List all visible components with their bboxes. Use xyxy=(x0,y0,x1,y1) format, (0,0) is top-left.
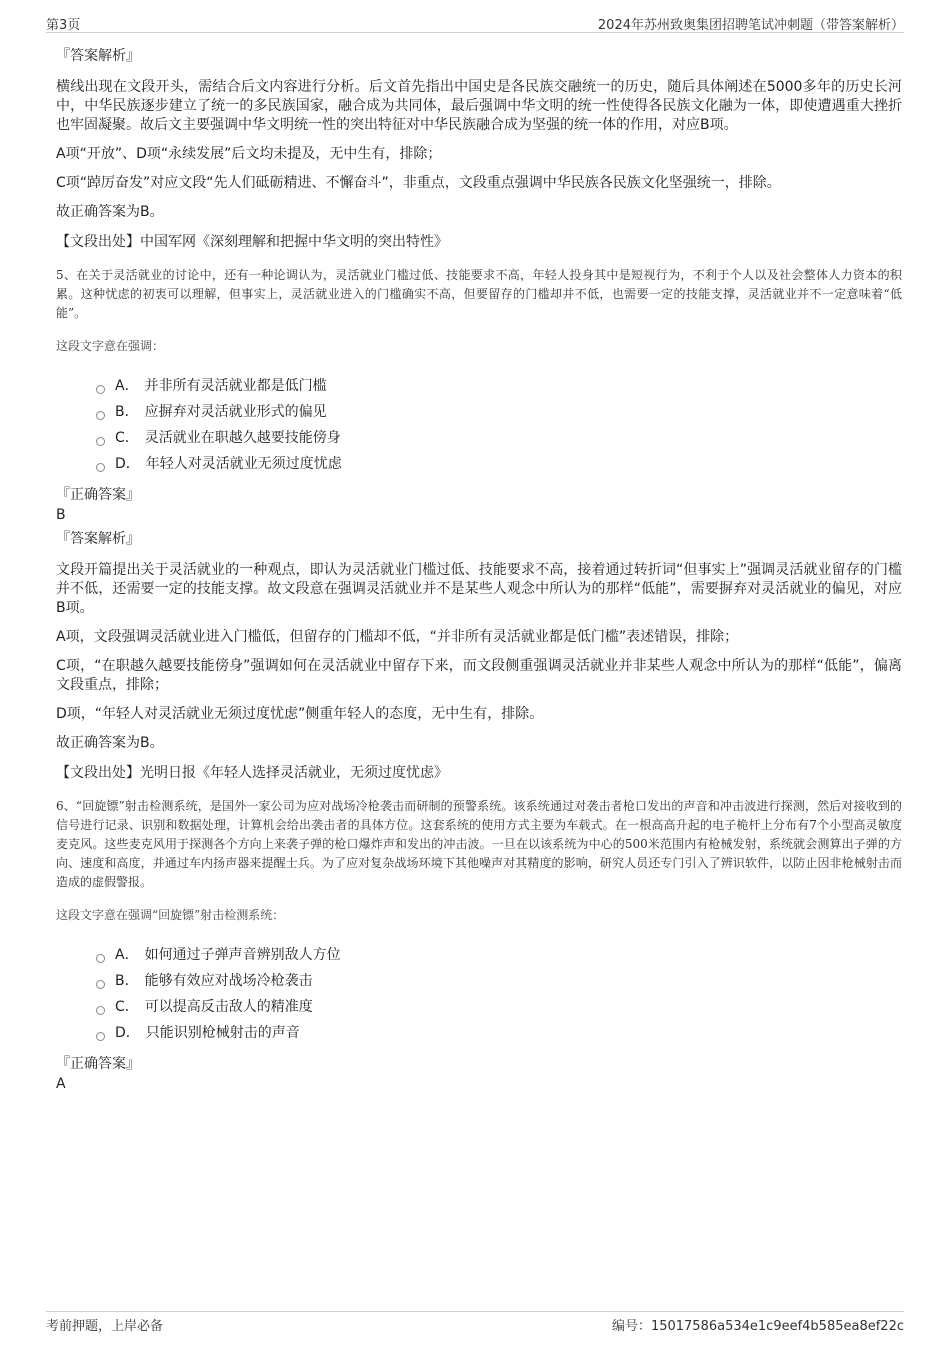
option-d[interactable]: D． 只能识别枪械射击的声音 xyxy=(96,1020,902,1046)
analysis-source: 【文段出处】中国军网《深刻理解和把握中华文明的突出特性》 xyxy=(56,234,448,250)
document-id: 编号：15017586a534e1c9eef4b585ea8ef22c xyxy=(611,1319,904,1334)
page-header xyxy=(46,12,904,33)
page-content xyxy=(56,46,902,1098)
analysis-label: 『答案解析』 xyxy=(56,531,140,547)
correct-answer: A xyxy=(56,1076,66,1092)
analysis-point-a: A项“开放”、D项“永续发展”后文均未提及，无中生有，排除； xyxy=(56,146,442,162)
radio-button-icon[interactable] xyxy=(96,385,105,394)
question-6-stem: 6、“回旋镖”射击检测系统，是国外一家公司为应对战场冷枪袭击而研制的预警系统。该系统通过对袭击者枪口发出的声音和冲击波进行探测，然后对接收到的信号进行记录、识别和数据处理，计算机会给出袭击者的具体方位。这套系统的使用方式主要为车载式。在一根高高升起的电子桅杆上分布有7个小型高灵敏度麦克风。这些麦克风用于探测各个方向上来袭子弹的枪口爆炸声和发出的冲击波。一旦在以该系统为中心的500米范围内有枪械发射，系统就会测算出子弹的方向、速度和高度，并通过车内扬声器来提醒士兵。为了应对复杂战场环境下其他噪声对其精度的影响，研究人员还专门引入了辨识软件，以防止因非枪械射击而造成的虚假警报。 xyxy=(56,799,902,889)
analysis-point-d: D项，“年轻人对灵活就业无须过度忧虑”侧重年轻人的态度，无中生有，排除。 xyxy=(56,706,544,722)
radio-button-icon[interactable] xyxy=(96,1032,105,1041)
analysis-label: 『答案解析』 xyxy=(56,48,140,64)
option-c[interactable]: C． 灵活就业在职越久越要技能傍身 xyxy=(96,425,902,451)
correct-answer-label: 『正确答案』 xyxy=(56,487,140,503)
option-d[interactable]: D． 年轻人对灵活就业无须过度忧虑 xyxy=(96,451,902,477)
option-c[interactable]: C． 可以提高反击敌人的精准度 xyxy=(96,994,902,1020)
question-5-stem: 5、在关于灵活就业的讨论中，还有一种论调认为，灵活就业门槛过低、技能要求不高，年轻人投身其中是短视行为，不利于个人以及社会整体人力资本的积累。这种忧虑的初衷可以理解，但事实上，灵活就业进入的门槛确实不高，但要留存的门槛却并不低，也需要一定的技能支撑，灵活就业并不一定意味着“低能”。 xyxy=(56,268,902,320)
page-number: 第3页 xyxy=(46,18,81,33)
radio-button-icon[interactable] xyxy=(96,1006,105,1015)
question-6-prompt: 这段文字意在强调“回旋镖”射击检测系统： xyxy=(56,908,285,922)
analysis-conclusion: 故正确答案为B。 xyxy=(56,735,164,751)
page-footer xyxy=(46,1311,904,1334)
analysis-point-a: A项，文段强调灵活就业进入门槛低，但留存的门槛却不低，“并非所有灵活就业都是低门槛”表述错误，排除； xyxy=(56,629,739,645)
footer-slogan: 考前押题，上岸必备 xyxy=(46,1319,164,1334)
analysis-point-c: C项，“在职越久越要技能傍身”强调如何在灵活就业中留存下来，而文段侧重强调灵活就业并非某些人观念中所认为的那样“低能”，偏离文段重点，排除； xyxy=(56,658,902,693)
question-5-options xyxy=(96,373,902,477)
analysis-source: 【文段出处】光明日报《年轻人选择灵活就业，无须过度忧虑》 xyxy=(56,765,448,781)
radio-button-icon[interactable] xyxy=(96,980,105,989)
correct-answer-label: 『正确答案』 xyxy=(56,1056,140,1072)
option-a[interactable]: A． 并非所有灵活就业都是低门槛 xyxy=(96,373,902,399)
document-title: 2024年苏州致奥集团招聘笔试冲刺题（带答案解析） xyxy=(597,18,904,33)
option-a[interactable]: A． 如何通过子弹声音辨别敌人方位 xyxy=(96,942,902,968)
analysis-conclusion: 故正确答案为B。 xyxy=(56,204,164,220)
analysis-text: 横线出现在文段开头，需结合后文内容进行分析。后文首先指出中国史是各民族交融统一的历史，随后具体阐述在5000多年的历史长河中，中华民族逐步建立了统一的多民族国家，融合成为共同体，最后强调中华文明的统一性使得各民族文化融为一体，即使遭遇重大挫折也牢固凝聚。故后文主要强调中华文明统一性的突出特征对中华民族融合成为坚强的统一体的作用，对应B项。 xyxy=(56,79,902,133)
radio-button-icon[interactable] xyxy=(96,463,105,472)
correct-answer: B xyxy=(56,507,66,523)
question-5-prompt: 这段文字意在强调： xyxy=(56,339,165,353)
radio-button-icon[interactable] xyxy=(96,437,105,446)
option-b[interactable]: B． 应摒弃对灵活就业形式的偏见 xyxy=(96,399,902,425)
analysis-point-c: C项“踔厉奋发”对应文段“先人们砥砺精进、不懈奋斗”，非重点，文段重点强调中华民族各民族文化坚强统一，排除。 xyxy=(56,175,781,191)
question-6-options xyxy=(96,942,902,1046)
radio-button-icon[interactable] xyxy=(96,954,105,963)
option-b[interactable]: B． 能够有效应对战场冷枪袭击 xyxy=(96,968,902,994)
radio-button-icon[interactable] xyxy=(96,411,105,420)
analysis-text: 文段开篇提出关于灵活就业的一种观点，即认为灵活就业门槛过低、技能要求不高，接着通过转折词“但事实上”强调灵活就业留存的门槛并不低，还需要一定的技能支撑。故文段意在强调灵活就业并不是某些人观念中所认为的那样“低能”，需要摒弃对灵活就业的偏见，对应B项。 xyxy=(56,562,902,616)
